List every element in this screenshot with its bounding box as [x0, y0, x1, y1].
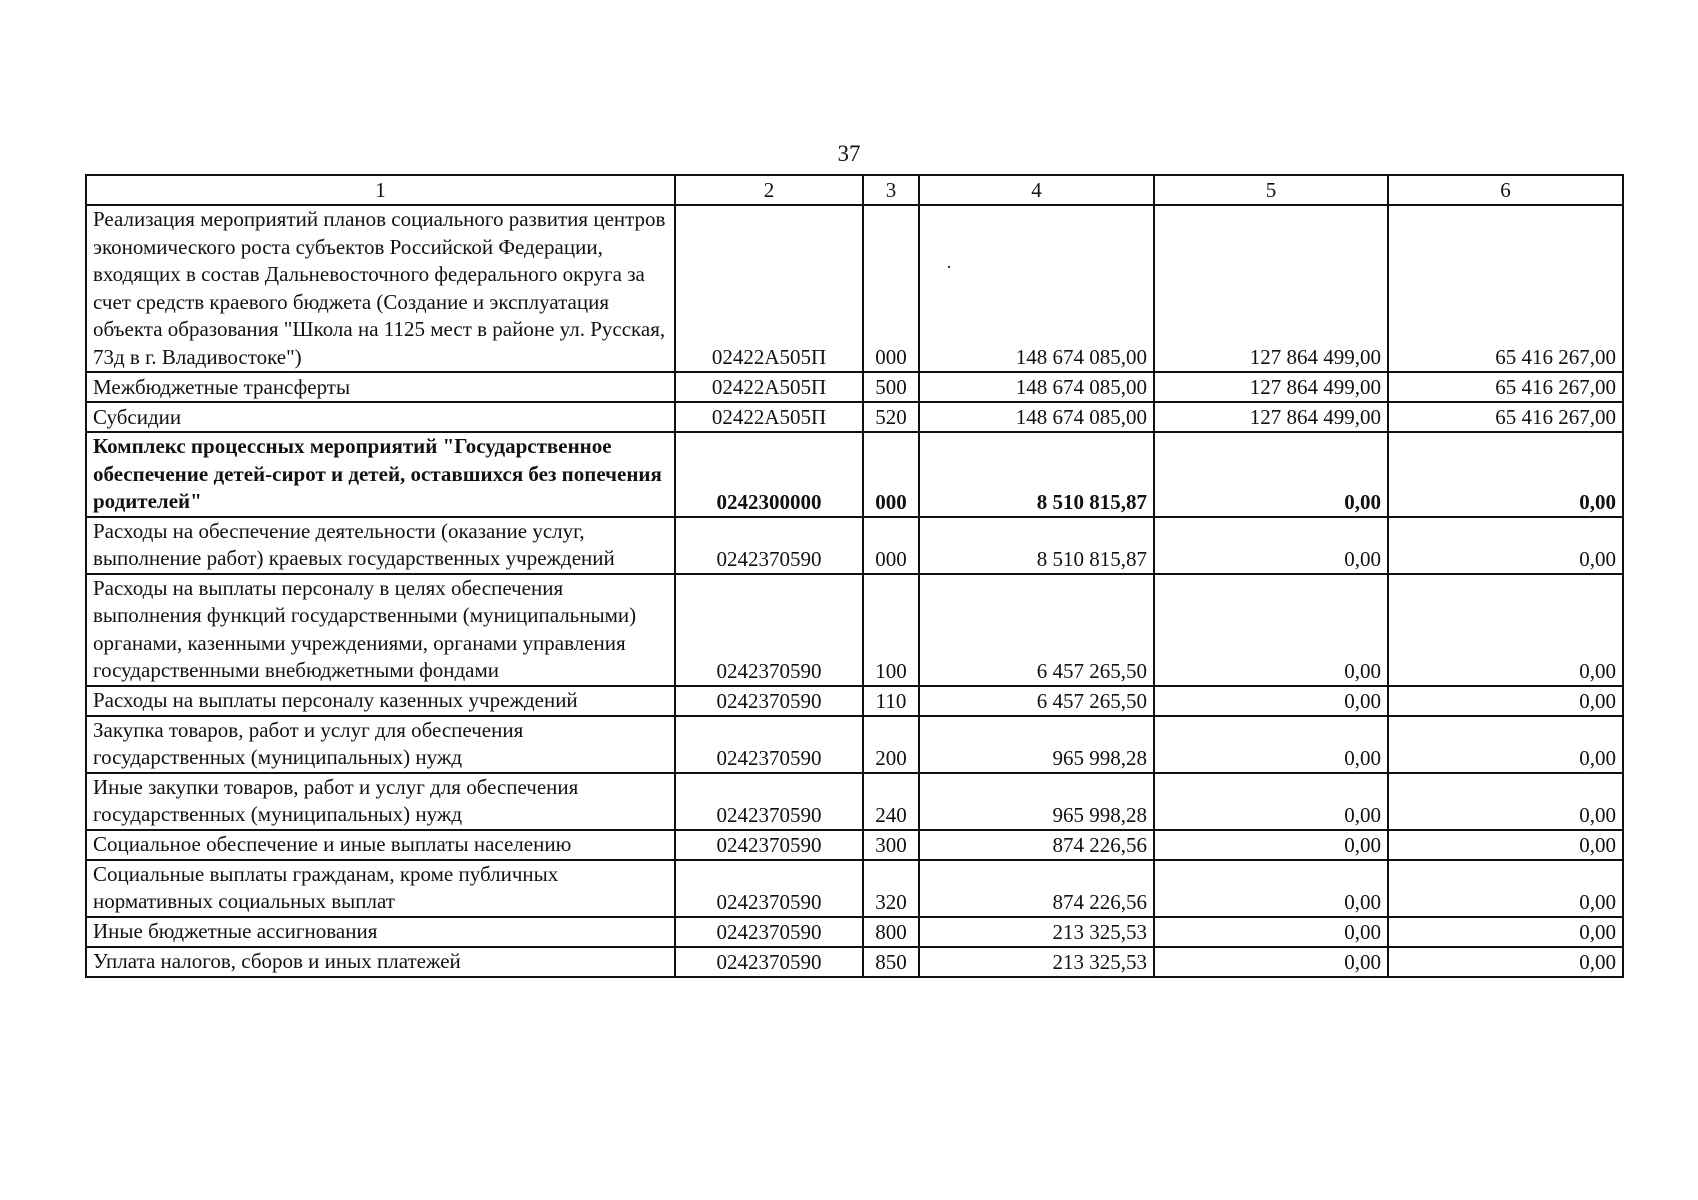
row-type: 100	[863, 574, 919, 686]
row-type: 800	[863, 917, 919, 947]
row-value-4: 874 226,56	[919, 830, 1154, 860]
row-value-6: 0,00	[1388, 917, 1623, 947]
row-value-4: 6 457 265,50	[919, 686, 1154, 716]
row-type: 110	[863, 686, 919, 716]
row-value-5: 0,00	[1154, 574, 1388, 686]
table-row	[86, 205, 1623, 372]
row-name: Комплекс процессных мероприятий "Государственное обеспечение детей-сирот и детей, оставшихся без попечения родителей"	[86, 432, 675, 517]
row-code: 0242370590	[675, 830, 863, 860]
table-row	[86, 860, 1623, 917]
row-value-4: 148 674 085,00	[919, 372, 1154, 402]
row-value-5: 127 864 499,00	[1154, 372, 1388, 402]
row-code: 0242370590	[675, 917, 863, 947]
row-code: 0242370590	[675, 947, 863, 977]
row-value-4: 874 226,56	[919, 860, 1154, 917]
row-name: Расходы на выплаты персоналу в целях обеспечения выполнения функций государственными (муниципальными) органами, казенными учреждениями, органами управления государственными внебюджетными фондами	[86, 574, 675, 686]
table-row	[86, 686, 1623, 716]
header-col-3: 3	[863, 175, 919, 205]
row-value-6: 0,00	[1388, 716, 1623, 773]
page-number: 37	[837, 141, 861, 166]
row-value-5: 0,00	[1154, 517, 1388, 574]
row-value-4: 6 457 265,50	[919, 574, 1154, 686]
row-code: 0242300000	[675, 432, 863, 517]
row-value-4: 148 674 085,00	[919, 205, 1154, 372]
table-row	[86, 574, 1623, 686]
row-name: Расходы на обеспечение деятельности (оказание услуг, выполнение работ) краевых государственных учреждений	[86, 517, 675, 574]
row-name: Иные бюджетные ассигнования	[86, 917, 675, 947]
row-name: Социальное обеспечение и иные выплаты населению	[86, 830, 675, 860]
row-value-5: 127 864 499,00	[1154, 205, 1388, 372]
row-value-6: 65 416 267,00	[1388, 372, 1623, 402]
row-value-4: 148 674 085,00	[919, 402, 1154, 432]
row-type: 200	[863, 716, 919, 773]
row-value-6: 0,00	[1388, 517, 1623, 574]
row-type: 300	[863, 830, 919, 860]
table-body	[86, 205, 1623, 977]
table-row	[86, 517, 1623, 574]
table-row	[86, 402, 1623, 432]
row-value-5: 0,00	[1154, 917, 1388, 947]
table-row	[86, 773, 1623, 830]
row-name: Социальные выплаты гражданам, кроме публичных нормативных социальных выплат	[86, 860, 675, 917]
row-value-6: 0,00	[1388, 773, 1623, 830]
row-code: 0242370590	[675, 517, 863, 574]
header-col-5: 5	[1154, 175, 1388, 205]
row-value-6: 0,00	[1388, 432, 1623, 517]
row-code: 0242370590	[675, 574, 863, 686]
row-value-6: 0,00	[1388, 686, 1623, 716]
row-type: 320	[863, 860, 919, 917]
row-code: 0242370590	[675, 773, 863, 830]
row-value-6: 0,00	[1388, 947, 1623, 977]
row-value-4: 965 998,28	[919, 716, 1154, 773]
row-value-6: 65 416 267,00	[1388, 402, 1623, 432]
row-type: 240	[863, 773, 919, 830]
row-name: Расходы на выплаты персоналу казенных учреждений	[86, 686, 675, 716]
table-row	[86, 947, 1623, 977]
row-value-5: 0,00	[1154, 860, 1388, 917]
row-value-4: 965 998,28	[919, 773, 1154, 830]
table-row	[86, 716, 1623, 773]
row-value-6: 0,00	[1388, 860, 1623, 917]
row-value-4: 8 510 815,87	[919, 517, 1154, 574]
row-value-6: 0,00	[1388, 830, 1623, 860]
row-value-4: 8 510 815,87	[919, 432, 1154, 517]
row-code: 0242370590	[675, 716, 863, 773]
row-value-6: 65 416 267,00	[1388, 205, 1623, 372]
row-code: 02422А505П	[675, 402, 863, 432]
table-row	[86, 830, 1623, 860]
budget-table	[85, 174, 1624, 978]
header-col-4: 4	[919, 175, 1154, 205]
row-value-5: 0,00	[1154, 716, 1388, 773]
header-col-1: 1	[86, 175, 675, 205]
row-name: Реализация мероприятий планов социального развития центров экономического роста субъектов Российской Федерации, входящих в состав Дальневосточного федерального округа за счет средств краевого бюджета (Создание и эксплуатация объекта образования "Школа на 1125 мест в районе ул. Русская, 73д в г. Владивостоке")	[86, 205, 675, 372]
row-type: 500	[863, 372, 919, 402]
row-name: Межбюджетные трансферты	[86, 372, 675, 402]
row-type: 520	[863, 402, 919, 432]
row-name: Закупка товаров, работ и услуг для обеспечения государственных (муниципальных) нужд	[86, 716, 675, 773]
header-row	[86, 175, 1623, 205]
row-code: 02422А505П	[675, 372, 863, 402]
row-type: 850	[863, 947, 919, 977]
row-type: 000	[863, 432, 919, 517]
row-value-4: 213 325,53	[919, 947, 1154, 977]
table-row	[86, 917, 1623, 947]
row-value-5: 0,00	[1154, 830, 1388, 860]
row-value-5: 0,00	[1154, 773, 1388, 830]
row-name: Субсидии	[86, 402, 675, 432]
row-value-5: 0,00	[1154, 947, 1388, 977]
table-header	[86, 175, 1623, 205]
row-value-5: 127 864 499,00	[1154, 402, 1388, 432]
row-value-6: 0,00	[1388, 574, 1623, 686]
header-col-2: 2	[675, 175, 863, 205]
row-type: 000	[863, 205, 919, 372]
row-value-4: 213 325,53	[919, 917, 1154, 947]
table-row-section	[86, 432, 1623, 517]
row-value-5: 0,00	[1154, 432, 1388, 517]
row-type: 000	[863, 517, 919, 574]
table-row	[86, 372, 1623, 402]
header-col-6: 6	[1388, 175, 1623, 205]
row-code: 02422А505П	[675, 205, 863, 372]
row-value-5: 0,00	[1154, 686, 1388, 716]
row-code: 0242370590	[675, 860, 863, 917]
row-code: 0242370590	[675, 686, 863, 716]
row-name: Уплата налогов, сборов и иных платежей	[86, 947, 675, 977]
row-name: Иные закупки товаров, работ и услуг для обеспечения государственных (муниципальных) нужд	[86, 773, 675, 830]
